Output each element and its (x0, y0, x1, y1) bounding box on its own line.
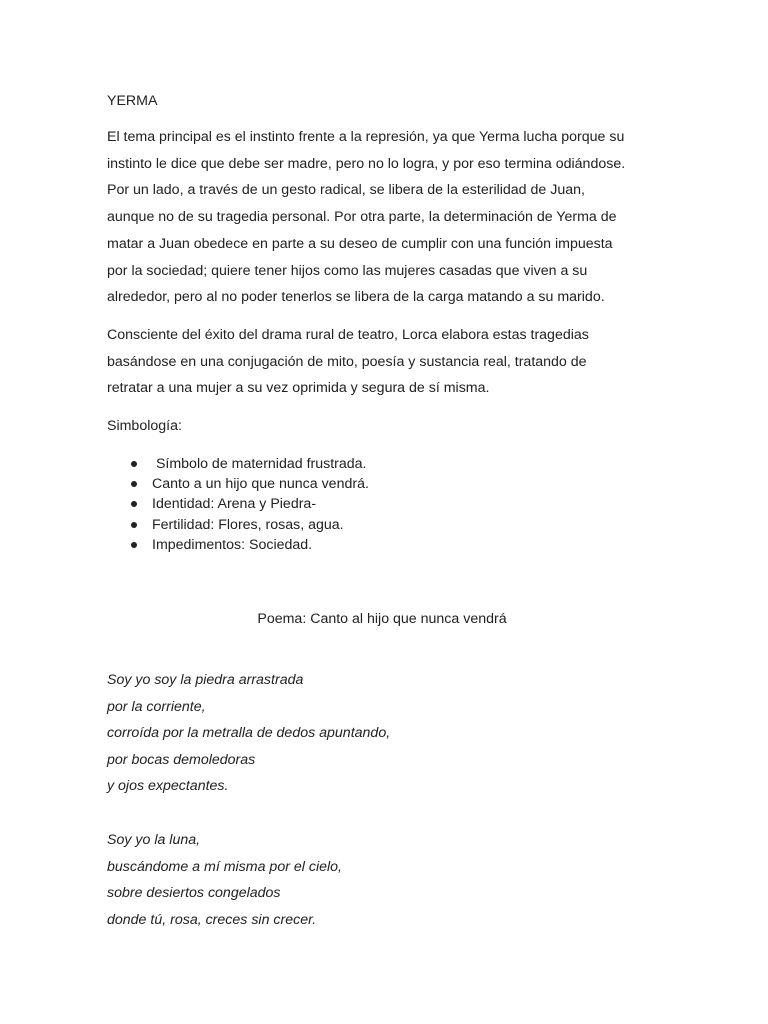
theme-paragraph (107, 124, 667, 311)
poem-stanza (107, 827, 342, 933)
symbology-label: Simbología: (107, 418, 182, 434)
list-item-text: Canto a un hijo que nunca vendrá. (152, 476, 369, 493)
paragraph-line: alrededor, pero al no poder tenerlos se libera de la carga matando a su marido. (107, 289, 605, 306)
paragraph-line: basándose en una conjugación de mito, poesía y sustancia real, tratando de (107, 353, 587, 370)
bullet-icon (131, 542, 137, 548)
paragraph-line: Consciente del éxito del drama rural de teatro, Lorca elabora estas tragedias (107, 327, 589, 343)
document-title: YERMA (107, 93, 158, 109)
paragraph-line: Por un lado, a través de un gesto radical, se libera de la esterilidad de Juan, (107, 182, 585, 199)
bullet-icon (131, 461, 137, 467)
poem-line: sobre desiertos congelados (107, 885, 281, 902)
poem-stanza (107, 667, 390, 800)
list-item-text: Identidad: Arena y Piedra- (152, 496, 317, 513)
paragraph-line: matar a Juan obedece en parte a su deseo de cumplir con una función impuesta (107, 235, 613, 252)
poem-line: buscándome a mí misma por el cielo, (107, 858, 342, 875)
paragraph-line: aunque no de su tragedia personal. Por otra parte, la determinación de Yerma de (107, 209, 617, 226)
context-paragraph (107, 322, 667, 402)
bullet-icon (131, 501, 137, 507)
poem-line: por la corriente, (107, 698, 206, 715)
poem-line: corroída por la metralla de dedos apuntando, (107, 725, 391, 742)
poem-line: donde tú, rosa, creces sin crecer. (107, 911, 317, 928)
poem-title: Poema: Canto al hijo que nunca vendrá (257, 611, 507, 627)
poem-line: y ojos expectantes. (107, 778, 229, 795)
list-item-text: Símbolo de maternidad frustrada. (152, 456, 367, 472)
bullet-icon (131, 522, 137, 528)
list-item-text: Fertilidad: Flores, rosas, agua. (152, 516, 344, 533)
paragraph-line: El tema principal es el instinto frente a la represión, ya que Yerma lucha porque su (107, 129, 625, 145)
bullet-icon (131, 481, 137, 487)
paragraph-line: instinto le dice que debe ser madre, pero no lo logra, y por eso termina odiándose. (107, 155, 626, 172)
poem-line: Soy yo soy la piedra arrastrada (107, 672, 304, 688)
poem-line: por bocas demoledoras (107, 751, 256, 768)
paragraph-line: retratar a una mujer a su vez oprimida y segura de sí misma. (107, 380, 490, 397)
poem-line: Soy yo la luna, (107, 832, 201, 848)
paragraph-line: por la sociedad; quiere tener hijos como las mujeres casadas que viven a su (107, 262, 588, 279)
list-item-text: Impedimentos: Sociedad. (152, 536, 313, 553)
